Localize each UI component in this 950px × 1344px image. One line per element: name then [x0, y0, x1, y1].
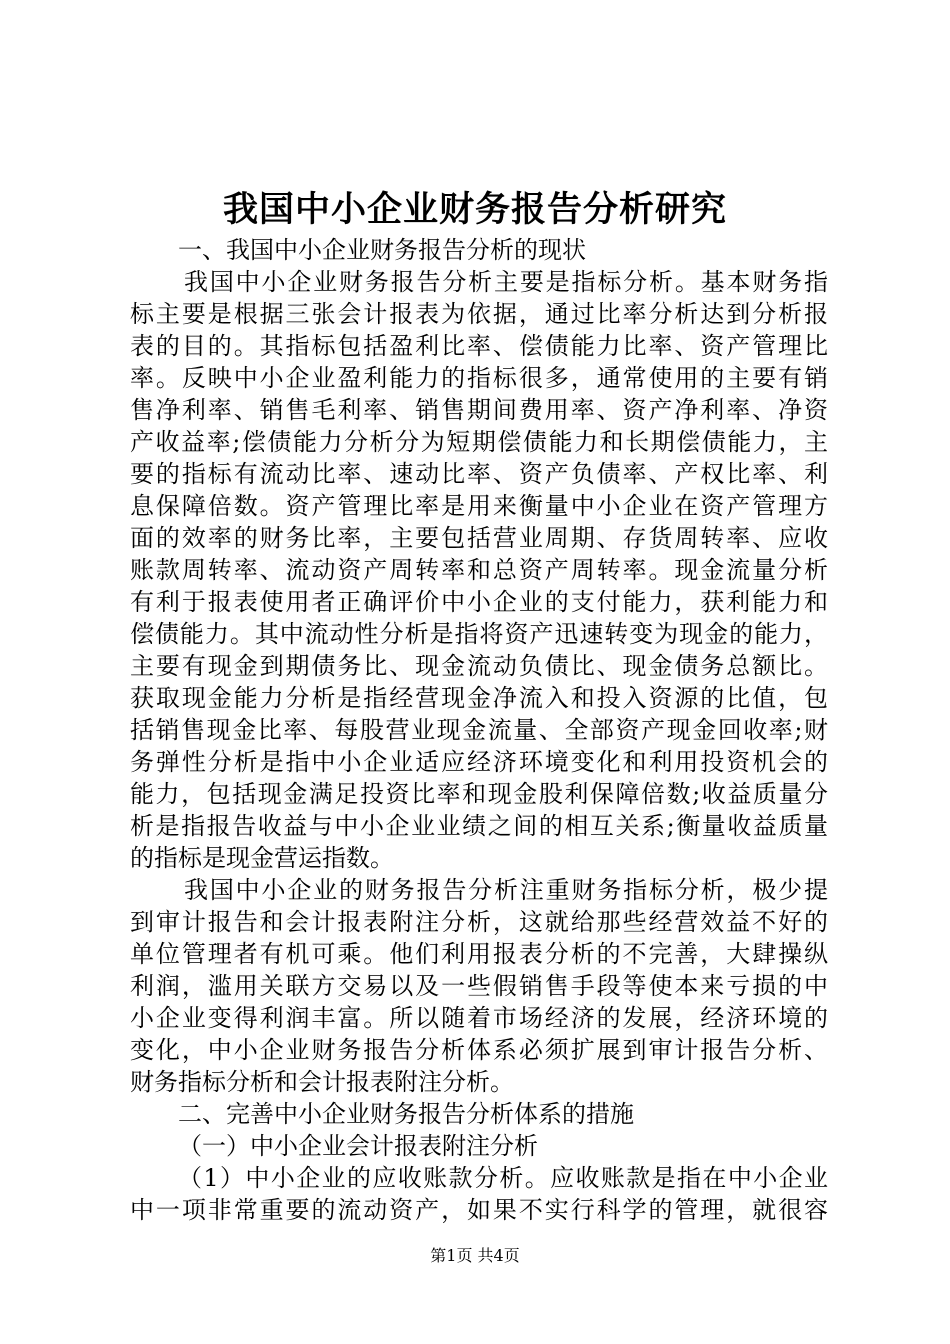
paragraph-line: 小企业变得利润丰富。所以随着市场经济的发展，经济环境的 [130, 1004, 828, 1032]
document-title: 我国中小企业财务报告分析研究 [222, 190, 727, 230]
paragraph-line: 产收益率;偿债能力分析分为短期偿债能力和长期偿债能力，主 [130, 428, 828, 456]
paragraph-line: 账款周转率、流动资产周转率和总资产周转率。现金流量分析 [130, 556, 828, 584]
paragraph-line: 单位管理者有机可乘。他们利用报表分析的不完善，大肆操纵 [130, 940, 828, 968]
paragraph-line: 我国中小企业的财务报告分析注重财务指标分析，极少提 [184, 876, 828, 904]
paragraph-line: 务弹性分析是指中小企业适应经济环境变化和利用投资机会的 [130, 748, 828, 776]
paragraph-line: 息保障倍数。资产管理比率是用来衡量中小企业在资产管理方 [130, 492, 828, 520]
paragraph-line: 面的效率的财务比率，主要包括营业周期、存货周转率、应收 [130, 524, 828, 552]
paragraph-line: （1）中小企业的应收账款分析。应收账款是指在中小企业 [178, 1164, 828, 1192]
paragraph-line: 括销售现金比率、每股营业现金流量、全部资产现金回收率;财 [130, 716, 828, 744]
paragraph-line: 偿债能力。其中流动性分析是指将资产迅速转变为现金的能力， [130, 620, 828, 648]
paragraph-line: 表的目的。其指标包括盈利比率、偿债能力比率、资产管理比 [130, 332, 828, 360]
paragraph-line: 有利于报表使用者正确评价中小企业的支付能力，获利能力和 [130, 588, 828, 616]
page-number-footer: 第1页 共4页 [430, 1246, 520, 1265]
paragraph-line: 的指标是现金营运指数。 [130, 844, 394, 872]
paragraph-line: 率。反映中小企业盈利能力的指标很多，通常使用的主要有销 [130, 364, 828, 392]
paragraph-line: 主要有现金到期债务比、现金流动负债比、现金债务总额比。 [130, 652, 828, 680]
paragraph-line: 到审计报告和会计报表附注分析，这就给那些经营效益不好的 [130, 908, 828, 936]
paragraph-line: 我国中小企业财务报告分析主要是指标分析。基本财务指 [184, 268, 828, 296]
section-heading: 一、我国中小企业财务报告分析的现状 [178, 236, 586, 264]
paragraph-line: 标主要是根据三张会计报表为依据，通过比率分析达到分析报 [130, 300, 828, 328]
paragraph-line: 财务指标分析和会计报表附注分析。 [130, 1068, 514, 1096]
paragraph-line: 售净利率、销售毛利率、销售期间费用率、资产净利率、净资 [130, 396, 828, 424]
paragraph-line: 能力，包括现金满足投资比率和现金股利保障倍数;收益质量分 [130, 780, 828, 808]
subsection-heading: （一）中小企业会计报表附注分析 [178, 1132, 538, 1160]
paragraph-line: 变化，中小企业财务报告分析体系必须扩展到审计报告分析、 [130, 1036, 828, 1064]
paragraph-line: 利润，滥用关联方交易以及一些假销售手段等使本来亏损的中 [130, 972, 828, 1000]
paragraph-line: 获取现金能力分析是指经营现金净流入和投入资源的比值，包 [130, 684, 828, 712]
paragraph-line: 要的指标有流动比率、速动比率、资产负债率、产权比率、利 [130, 460, 828, 488]
section-heading: 二、完善中小企业财务报告分析体系的措施 [178, 1100, 634, 1128]
document-body [130, 234, 828, 1226]
paragraph-line: 析是指报告收益与中小企业业绩之间的相互关系;衡量收益质量 [130, 812, 828, 840]
paragraph-line: 中一项非常重要的流动资产，如果不实行科学的管理，就很容 [130, 1196, 828, 1224]
